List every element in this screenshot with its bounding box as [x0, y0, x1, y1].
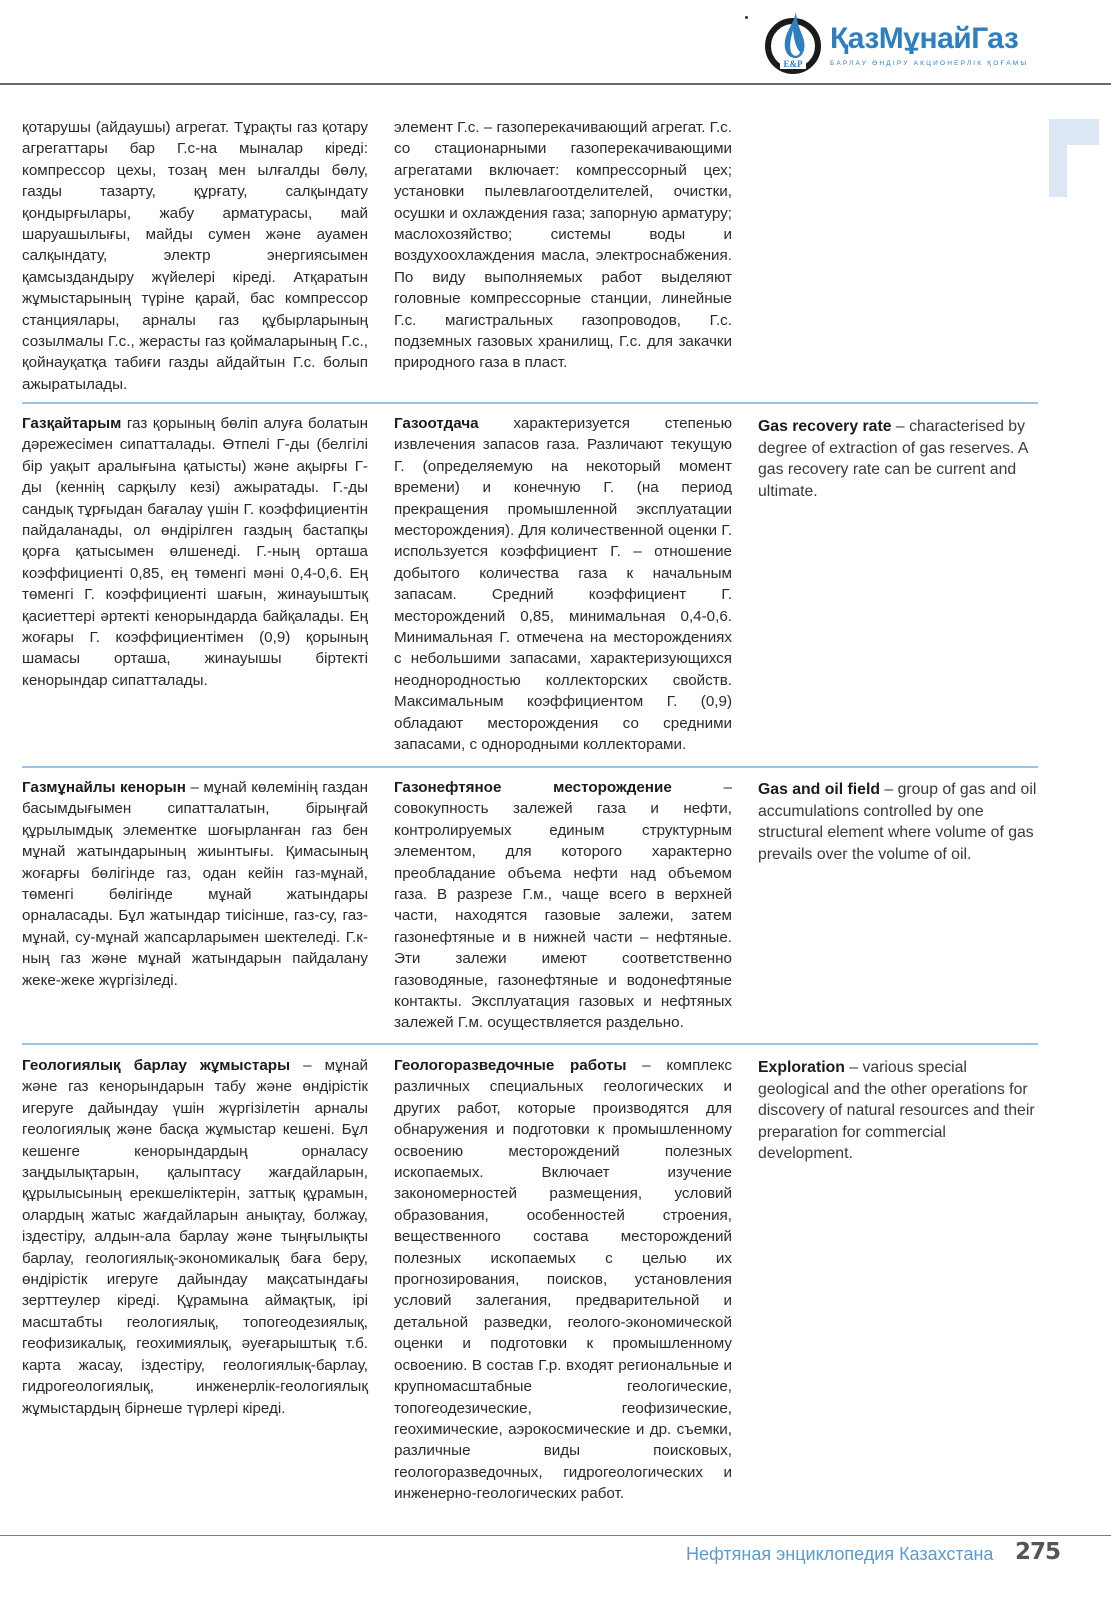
entry-en	[758, 1057, 1038, 1165]
entry-separator	[22, 402, 1038, 404]
entry-separator	[22, 1043, 1038, 1045]
entry-kk	[22, 1055, 368, 1419]
entry-text: – комплекс различных специальных геологических и других работ, которые производятся для обнаружения и подготовки к промышленному освоению месторождений полезных ископаемых. Включает изучение закономерностей размещения, условий образования, особенностей строения, вещественного состава месторождений полезных ископаемых с целью их прогнозирования, поисков, установления условий залегания, предварительной и детальной разведки, геолого-экономической оценки и подготовки к промышленному освоению. В состав Г.р. входят региональные и крупномасштабные геологические, топогеодезические, геофизические, геохимические, аэрокосмические и др. съемки, различные виды поисковых, геологоразведочных, гидрогеологических и инженерно-геологических работ.	[394, 1057, 733, 1503]
intro-kk: қотарушы (айдаушы) агрегат. Тұрақты газ қотару агрегаттары бар Г.с-на мыналар кіреді: компрессор цехы, тозаң мен ылғалды бөлу, газды тазарту, құрғату, салқындату қондырғылары, жабу арматурасы, май шаруашылығы, майды сумен және ауамен салқындату, электр энергиясымен қамсыздандыру жүйелері кіреді. Атқаратын жұмыстарының түріне қарай, бас компрессор станциялары, арналы газ құбырларының созылмалы Г.с., жерасты газ қоймаларының Г.с., қойнауқатқа табиғи газды айдайтын Г.с. болып ажыратылады.	[22, 119, 368, 393]
entry-term: Геологиялық барлау жұмыстары	[22, 1057, 291, 1074]
footer-rule	[0, 1535, 1111, 1536]
entry-kk	[22, 777, 368, 991]
page-header	[0, 0, 1111, 84]
entry-term: Газоотдача	[394, 415, 479, 432]
logo-subtitle: БАРЛАУ ӨНДІРУ АКЦИОНЕРЛІК ҚОҒАМЫ	[830, 60, 1029, 67]
entry-text: характеризуется степенью извлечения запасов газа. Различают текущую Г. (определяемую на некоторый момент времени) и конечную Г. (на период прекращения промышленной эксплуатации месторождения). Для количественной оценки Г. используется коэффициент Г. – отношение добытого количества газа к начальным запасам. Средний коэффициент Г. месторождений 0,85, минимальная 0,4-0,6. Минимальная Г. отмечена на месторождениях с небольшими запасами, характеризующихся неоднородностью коллекторских свойств. Максимальным коэффициентом Г. (0,9) обладают месторождения со средними запасами, с однородными коллекторами.	[394, 415, 732, 754]
entry-separator	[22, 766, 1038, 768]
header-rule	[0, 83, 1111, 85]
entry-ru	[394, 777, 732, 1034]
section-letter-tab	[1049, 119, 1099, 197]
page-number: 275	[1015, 1539, 1061, 1565]
entry-term: Gas recovery rate	[758, 418, 892, 435]
entry-text: – совокупность залежей газа и нефти, контролируемых единым структурным элементом, для которого характерно преобладание объема нефти над объемом газа. В разрезе Г.м., чаще всего в верхней части, находятся газовые залежи, затем газонефтяные и в нижней части – нефтяные. Эти залежи имеют соответственно газоводяные, газонефтяные и водонефтяные контакты. Эксплуатация газовых и нефтяных залежей Г.м. осуществляется раздельно.	[394, 779, 732, 1032]
entry-en	[758, 416, 1038, 502]
entry-ru	[394, 1055, 732, 1505]
intro-ru: элемент Г.с. – газоперекачивающий агрегат. Г.с. со стационарными газоперекачивающими агрегатами включает: компрессорный цех; установки пылевлагоотделителей, очистки, осушки и охлаждения газа; запорную арматуру; маслохозяйство; системы воды и воздухоохлаждения масла, электроснабжения. По виду выполняемых работ выделяют головные компрессорные станции, линейные Г.с. магистральных газопроводов, Г.с. подземных газовых хранилищ, Г.с. для закачки природного газа в пласт.	[394, 119, 732, 372]
logo-badge: E&P	[783, 59, 803, 69]
entry-text: – мұнай және газ кенорындарын табу және өндірістік игеруге дайындау үшін жүргізілетін арналы геологиялық және басқа жұмыстар кешені. Бұл кешенге кенорындардың орналасу заңдылықтарын, қалыптасу жағдайларын, құрылысының ерекшеліктерін, заттық құрамын, олардың жатыс жағдайларын анықтау, болжау, іздестіру, алдын-ала барлау және тыңғылықты барлау, геологиялық-экономикалық баға беру, өндірістік игеруге дайындау мақсатындағы зерттеулер кіреді. Құрамына аймақтық, ірі масштабты геологиялық, топогеодезиялық, геофизикалық, геохимиялық, әуеғарыштық т.б. карта жасау, іздестіру, геологиялық-барлау, гидрогеологиялық, инженерлік-геологиялық жұмыстардың бірнеше түрлері кіреді.	[22, 1057, 368, 1417]
entry-text: – мұнай көлемінің газдан басымдығымен сипатталатын, бірыңғай құрылымдық элементке шоғырланған газ бен мұнай жатындарының жиынтығы. Қимасының жоғарғы бөлігінде газ, одан кейін газ-мұнай, төменгі бөлігінде мұнай жатындары орналасады. Бұл жатындар тиісінше, газ-су, газ-мұнай, су-мұнай жапсарларымен шектеледі. Г.к-ның газ және мұнай жатындарын пайдалану жеке-жеке жүргізіледі.	[22, 779, 368, 989]
logo-emblem-icon	[763, 8, 827, 78]
entry-text: – group of gas and oil accumulations controlled by one structural element where volume of gas prevails over the volume of oil.	[758, 781, 1037, 863]
entry-ru	[394, 413, 732, 756]
entry-text: газ қорының бөліп алуға болатын дәрежесімен сипатталады. Өтпелі Г-ды (белгілі бір уақыт аралығына қатысты) және ақырғы Г-ды (кеннің сарқылу кезі) ажыратады. Г.-ды сандық тұрғыдан бағалау үшін Г. коэффициентін пайдаланады, ол өндірілген газдың бастапқы қорға қатысымен өлшенеді. Г.-ның орташа коэффициенті 0,85, ең төменгі мәні 0,4-0,6. Ең төменгі Г. коэффициенті шағын, жинауыштық қасиеттері әртекті кенорындарда байқалады. Ең жоғары Г. коэффициентімен (0,9) қорының шамасы орташа, жинауышы біртекті кенорындар сипатталады.	[22, 415, 368, 689]
entry-term: Газонефтяное месторождение	[394, 779, 672, 796]
entry-term: Газмұнайлы кенорын	[22, 779, 186, 796]
entry-kk	[22, 413, 368, 691]
entry-term: Геологоразведочные работы	[394, 1057, 627, 1074]
footer-title: Нефтяная энциклопедия Казахстана	[686, 1544, 994, 1564]
entry-term: Exploration	[758, 1059, 845, 1076]
speck-mark	[745, 16, 748, 19]
entry-term: Газқайтарым	[22, 415, 122, 432]
logo-name: ҚазМұнайГаз	[830, 22, 1019, 55]
kmg-logo	[763, 8, 1063, 80]
entry-en	[758, 779, 1038, 865]
entry-text: – characterised by degree of extraction of gas reserves. A gas recovery rate can be current and ultimate.	[758, 418, 1028, 500]
entry-term: Gas and oil field	[758, 781, 881, 798]
entry-text: – various special geological and the other operations for discovery of natural resources and their preparation for commercial development.	[758, 1059, 1035, 1163]
